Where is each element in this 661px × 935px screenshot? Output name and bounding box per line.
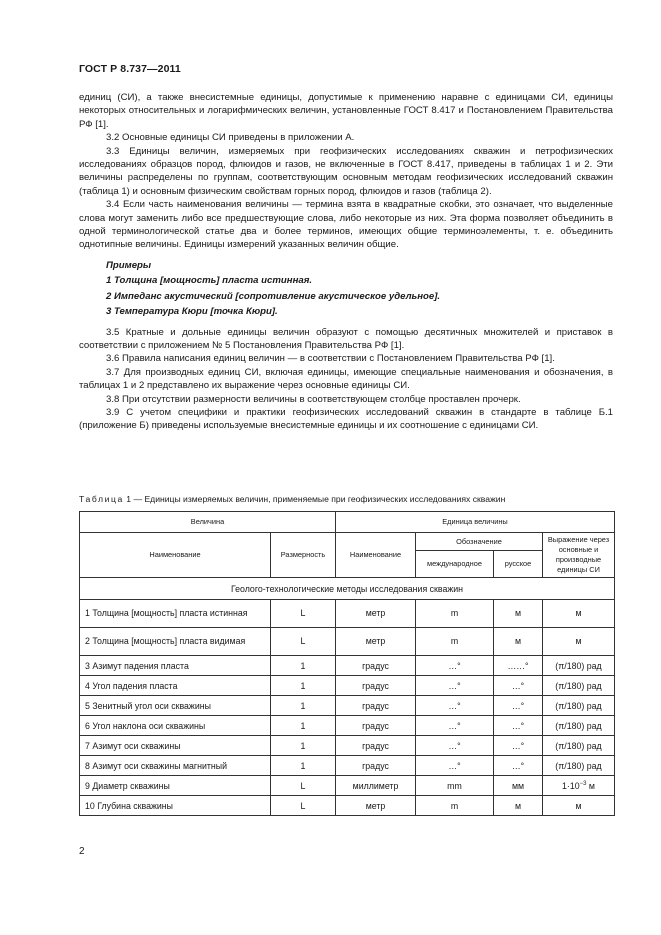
cell-dimension: 1: [271, 676, 336, 696]
cell-russian: мм: [494, 776, 543, 796]
cell-russian: м: [494, 600, 543, 628]
cell-name: 3 Азимут падения пласта: [80, 656, 271, 676]
table-caption: [79, 494, 619, 504]
header-dimension: Размерность: [271, 533, 336, 578]
cell-name: 6 Угол наклона оси скважины: [80, 716, 271, 736]
paragraph-3-6: 3.6 Правила написания единиц величин — в соответствии с Постановлением Правительства РФ [1].: [106, 353, 555, 365]
cell-dimension: 1: [271, 736, 336, 756]
header-unit: Единица величины: [336, 512, 615, 533]
cell-russian: м: [494, 628, 543, 656]
body-text: [79, 91, 613, 433]
cell-russian: …°: [494, 676, 543, 696]
cell-international: m: [416, 796, 494, 816]
cell-unit: метр: [336, 796, 416, 816]
units-table: [79, 511, 615, 816]
header-quantity: Величина: [80, 512, 336, 533]
cell-international: …°: [416, 676, 494, 696]
cell-international: m: [416, 600, 494, 628]
table-row: [80, 696, 615, 716]
examples-title: Примеры: [106, 259, 152, 271]
expr-tail: м: [586, 780, 595, 791]
cell-name: 9 Диаметр скважины: [80, 776, 271, 796]
cell-name: 1 Толщина [мощность] пласта истинная: [80, 600, 271, 628]
cell-expression: (π/180) рад: [543, 756, 615, 776]
header-expression: Выражение через основные и производные единицы СИ: [543, 533, 615, 578]
cell-name: 5 Зенитный угол оси скважины: [80, 696, 271, 716]
cell-dimension: 1: [271, 756, 336, 776]
expr-exponent: −3: [579, 780, 587, 787]
header-unit-name: Наименование: [336, 533, 416, 578]
paragraph-3-8: 3.8 При отсутствии размерности величины в соответствующем столбце проставлен прочерк.: [106, 393, 521, 405]
cell-unit: метр: [336, 600, 416, 628]
table-row: [80, 736, 615, 756]
cell-name: 2 Толщина [мощность] пласта видимая: [80, 628, 271, 656]
paragraph-3-4: 3.4 Если часть наименования величины — термина взята в квадратные скобки, это означает, что выделенные слова могут заменить либо все предшествующие слова, либо некоторые из них. Эта форма позволяет объединить в одной терминологической статье два и более терминов, имеющих общие терминоэлементы, т. е. объединить однотипные величины. Единицы измерений указанных величин общие.: [79, 199, 613, 251]
example-item: 3 Температура Кюри [точка Кюри].: [106, 306, 278, 318]
table-row: [80, 676, 615, 696]
cell-unit: миллиметр: [336, 776, 416, 796]
table-row: [80, 656, 615, 676]
cell-unit: градус: [336, 736, 416, 756]
paragraph-3-3: 3.3 Единицы величин, измеряемых при геофизических исследованиях скважин и петрофизических исследованиях образцов пород, флюидов и газов, не включенные в ГОСТ 8.417, приведены в таблицах 1 и 2. Эти величины распределены по группам, соответствующим основным методам геофизических исследований скважин (таблица 1) и основным физическим свойствам горных пород, флюидов и газов (таблица 2).: [79, 145, 613, 197]
document-header: ГОСТ Р 8.737—2011: [79, 63, 181, 75]
cell-international: …°: [416, 716, 494, 736]
table-caption-label: Таблица: [79, 494, 124, 504]
paragraph-3-2: 3.2 Основные единицы СИ приведены в приложении А.: [106, 132, 355, 144]
cell-expression: м: [543, 600, 615, 628]
table-row: [80, 628, 615, 656]
cell-unit: градус: [336, 716, 416, 736]
cell-international: m: [416, 628, 494, 656]
cell-international: …°: [416, 696, 494, 716]
cell-expression: [543, 776, 615, 796]
cell-expression: (π/180) рад: [543, 676, 615, 696]
cell-russian: …°: [494, 756, 543, 776]
cell-unit: градус: [336, 696, 416, 716]
cell-expression: (π/180) рад: [543, 716, 615, 736]
cell-russian: …°: [494, 736, 543, 756]
cell-international: mm: [416, 776, 494, 796]
paragraph-3-7: 3.7 Для производных единиц СИ, включая единицы, имеющие специальные наименования и обозначения, в таблицах 1 и 2 представлено их выражение через основные единицы СИ.: [79, 366, 613, 392]
cell-expression: м: [543, 628, 615, 656]
cell-dimension: 1: [271, 696, 336, 716]
cell-unit: метр: [336, 628, 416, 656]
cell-russian: …°: [494, 696, 543, 716]
cell-name: 4 Угол падения пласта: [80, 676, 271, 696]
example-item: 1 Толщина [мощность] пласта истинная.: [106, 275, 313, 287]
example-item: 2 Импеданс акустический [сопротивление акустическое удельное].: [106, 290, 441, 302]
cell-expression: (π/180) рад: [543, 656, 615, 676]
expr-base: 1·10: [562, 780, 580, 791]
cell-name: 10 Глубина скважины: [80, 796, 271, 816]
table-row: [80, 716, 615, 736]
cell-unit: градус: [336, 656, 416, 676]
section-title: Геолого-технологические методы исследования скважин: [80, 578, 615, 600]
cell-international: …°: [416, 756, 494, 776]
cell-international: …°: [416, 736, 494, 756]
cell-unit: градус: [336, 676, 416, 696]
cell-name: 7 Азимут оси скважины: [80, 736, 271, 756]
paragraph-3-5: 3.5 Кратные и дольные единицы величин образуют с помощью десятичных множителей и приставок в соответствии с приложением № 5 Постановления Правительства РФ [1].: [79, 326, 613, 351]
cell-unit: градус: [336, 756, 416, 776]
cell-name: 8 Азимут оси скважины магнитный: [80, 756, 271, 776]
cell-russian: …°: [494, 716, 543, 736]
table-row: [80, 600, 615, 628]
header-international: международное: [416, 551, 494, 578]
cell-expression: м: [543, 796, 615, 816]
table-row: [80, 756, 615, 776]
page-number: 2: [79, 846, 85, 857]
cell-dimension: 1: [271, 716, 336, 736]
cell-expression: (π/180) рад: [543, 696, 615, 716]
cell-dimension: L: [271, 600, 336, 628]
cell-international: …°: [416, 656, 494, 676]
cell-russian: ……°: [494, 656, 543, 676]
header-designation: Обозначение: [416, 533, 543, 551]
cell-dimension: L: [271, 628, 336, 656]
cell-dimension: 1: [271, 656, 336, 676]
paragraph-3-9: 3.9 С учетом специфики и практики геофизических исследований скважин в стандарте в таблице Б.1 (приложение Б) приведены используемые внесистемные единицы и их соотношение с единицами СИ.: [79, 406, 613, 432]
table-row: [80, 776, 615, 796]
cell-expression: (π/180) рад: [543, 736, 615, 756]
header-name: Наименование: [80, 533, 271, 578]
paragraph-continuation: единиц (СИ), а также внесистемные единицы, допустимые к применению наравне с единицами СИ, единицы некоторых относительных и логарифмических величин, установленные ГОСТ 8.417 и Постановлением Правительства РФ [1].: [79, 92, 613, 130]
table-row: [80, 796, 615, 816]
table-caption-text: 1 — Единицы измеряемых величин, применяемые при геофизических исследованиях скважин: [123, 494, 506, 504]
header-russian: русское: [494, 551, 543, 578]
cell-dimension: L: [271, 776, 336, 796]
cell-dimension: L: [271, 796, 336, 816]
cell-russian: м: [494, 796, 543, 816]
